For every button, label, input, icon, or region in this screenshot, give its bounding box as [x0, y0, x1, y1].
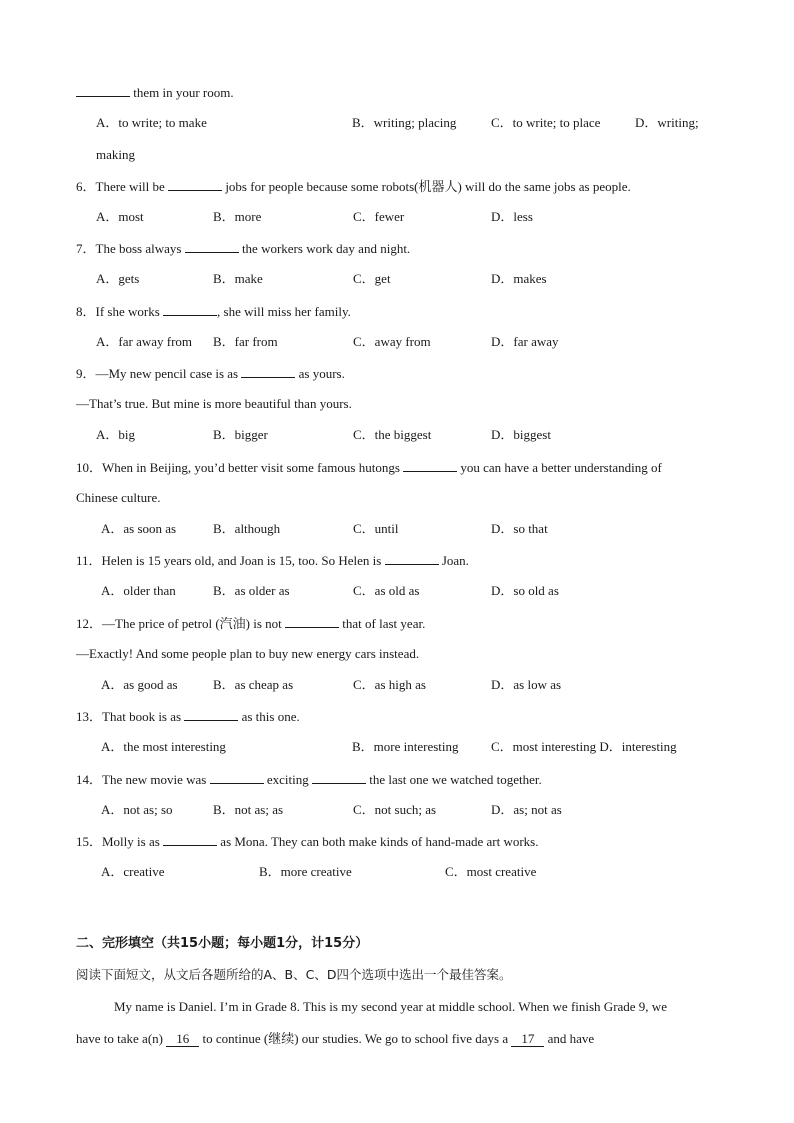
q10-option-b: B．although — [213, 521, 281, 536]
section-title: 二、完形填空（共15小题；每小题1分，计15分） — [76, 936, 369, 951]
passage-line-1: My name is Daniel. I’m in Grade 8. This is my second year at middle school. When we finish Grade 9, we — [114, 999, 667, 1014]
q5-option-c: C．to write; to place — [491, 115, 601, 130]
q9-stem: 9．—My new pencil case is as as yours. — [76, 366, 345, 381]
q14-option-b: B．not as; as — [213, 802, 284, 817]
q11-stem: 11．Helen is 15 years old, and Joan is 15, too. So Helen is Joan. — [76, 553, 469, 568]
q11-option-c: C．as old as — [353, 583, 420, 598]
q8-option-d: D．far away — [491, 334, 559, 349]
q15-stem: 15．Molly is as as Mona. They can both make kinds of hand-made art works. — [76, 834, 539, 849]
q6-option-d: D．less — [491, 209, 533, 224]
q10-stem: 10．When in Beijing, you’d better visit some famous hutongs you can have a better understanding of — [76, 460, 662, 475]
q12-option-b: B．as cheap as — [213, 677, 294, 692]
answer-blank — [163, 303, 217, 316]
q9-option-b: B．bigger — [213, 427, 268, 442]
q12-option-d: D．as low as — [491, 677, 562, 692]
q10-stem-wrap: Chinese culture. — [76, 490, 161, 505]
q7-option-c: C．get — [353, 271, 391, 286]
q14-stem: 14．The new movie was exciting the last one we watched together. — [76, 772, 542, 787]
q9-reply: —That’s true. But mine is more beautiful than yours. — [76, 396, 352, 411]
q7-option-d: D．makes — [491, 271, 547, 286]
answer-blank — [163, 833, 217, 846]
q15-option-a: A．creative — [101, 864, 165, 879]
answer-blank — [285, 615, 339, 628]
q11-option-a: A．older than — [101, 583, 176, 598]
q6-option-b: B．more — [213, 209, 262, 224]
answer-blank — [210, 771, 264, 784]
q12-reply: —Exactly! And some people plan to buy new energy cars instead. — [76, 646, 420, 661]
answer-blank — [168, 178, 222, 191]
passage-line-2: have to take a(n) 16 to continue (继续) our studies. We go to school five days a 17 and have — [76, 1031, 595, 1046]
q13-option-a: A．the most interesting — [101, 739, 226, 754]
q5-option-a: A．to write; to make — [96, 115, 207, 130]
answer-blank — [184, 708, 238, 721]
q5-stem: them in your room. — [76, 84, 234, 101]
q15-option-c: C．most creative — [445, 864, 537, 879]
q9-option-a: A．big — [96, 427, 136, 442]
q13-option-c-d: C．most interesting D．interesting — [491, 739, 677, 754]
q8-stem: 8．If she works , she will miss her family. — [76, 304, 351, 319]
q10-option-d: D．so that — [491, 521, 548, 536]
q13-stem: 13．That book is as as this one. — [76, 709, 300, 724]
q14-option-c: C．not such; as — [353, 802, 437, 817]
q13-option-b: B．more interesting — [352, 739, 459, 754]
answer-blank — [312, 771, 366, 784]
q8-option-a: A．far away from — [96, 334, 193, 349]
q11-option-d: D．so old as — [491, 583, 559, 598]
q9-option-d: D．biggest — [491, 427, 551, 442]
q8-option-c: C．away from — [353, 334, 431, 349]
q6-option-a: A．most — [96, 209, 144, 224]
q14-option-d: D．as; not as — [491, 802, 562, 817]
answer-blank — [403, 459, 457, 472]
q6-stem: 6．There will be jobs for people because some robots(机器人) will do the same jobs as people. — [76, 179, 631, 194]
answer-blank — [241, 365, 295, 378]
q8-option-b: B．far from — [213, 334, 278, 349]
q10-option-a: A．as soon as — [101, 521, 177, 536]
q5-option-b: B．writing; placing — [352, 115, 457, 130]
q11-option-b: B．as older as — [213, 583, 290, 598]
q6-option-c: C．fewer — [353, 209, 405, 224]
q12-option-c: C．as high as — [353, 677, 426, 692]
q5-option-d-wrap: making — [96, 147, 135, 162]
q15-option-b: B．more creative — [259, 864, 352, 879]
q12-stem: 12．—The price of petrol (汽油) is not that of last year. — [76, 616, 426, 631]
q5-option-d: D．writing; — [635, 115, 699, 130]
answer-blank — [76, 84, 130, 97]
q7-option-b: B．make — [213, 271, 263, 286]
answer-blank — [185, 240, 239, 253]
section-instruction: 阅读下面短文，从文后各题所给的A、B、C、D四个选项中选出一个最佳答案。 — [76, 967, 512, 982]
q7-stem: 7．The boss always the workers work day and night. — [76, 241, 411, 256]
cloze-blank-17: 17 — [511, 1032, 544, 1047]
q14-option-a: A．not as; so — [101, 802, 173, 817]
q10-option-c: C．until — [353, 521, 399, 536]
q12-option-a: A．as good as — [101, 677, 178, 692]
q9-option-c: C．the biggest — [353, 427, 432, 442]
q7-option-a: A．gets — [96, 271, 140, 286]
cloze-blank-16: 16 — [166, 1032, 199, 1047]
answer-blank — [385, 552, 439, 565]
